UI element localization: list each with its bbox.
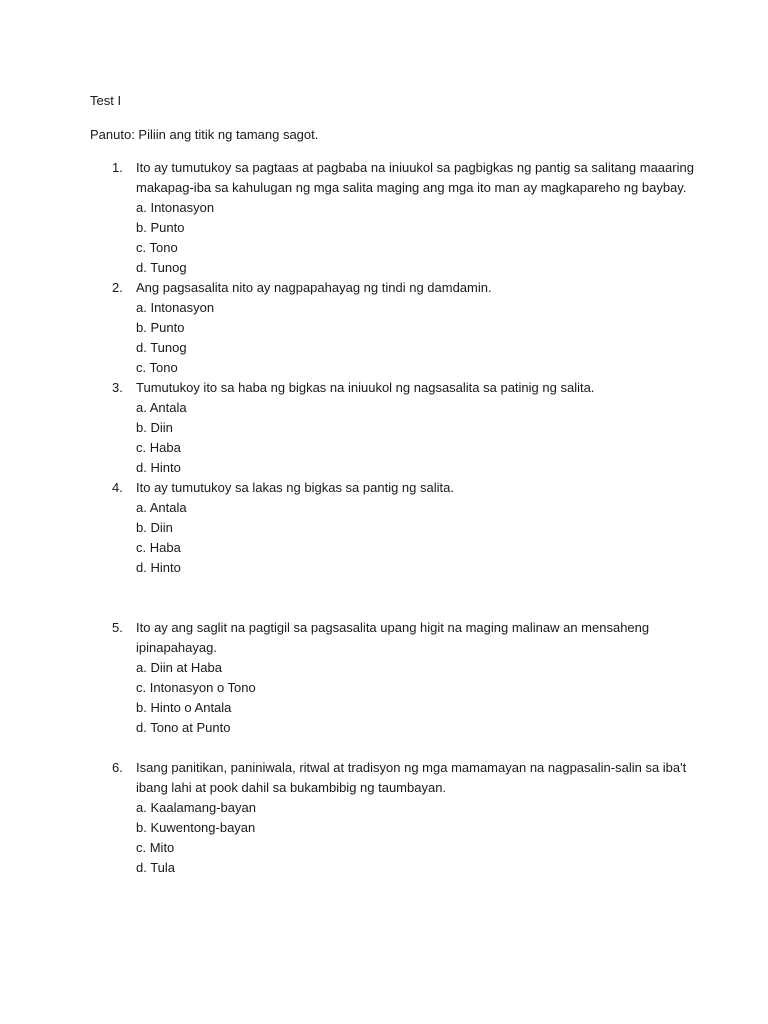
- option: c. Tono: [136, 240, 178, 255]
- option: a. Antala: [136, 400, 187, 415]
- option: b. Punto: [136, 320, 185, 335]
- option: c. Haba: [136, 540, 181, 555]
- option: b. Diin: [136, 420, 173, 435]
- question-text: Ito ay tumutukoy sa lakas ng bigkas sa pantig ng salita.: [136, 480, 454, 495]
- option: b. Hinto o Antala: [136, 700, 232, 715]
- option: a. Antala: [136, 500, 187, 515]
- option: c. Intonasyon o Tono: [136, 680, 256, 695]
- option: b. Diin: [136, 520, 173, 535]
- question-text: makapag-iba sa kahulugan ng mga salita maging ang mga ito man ay magkapareho ng baybay.: [136, 180, 687, 195]
- instructions: Panuto: Piliin ang titik ng tamang sagot.: [90, 127, 319, 142]
- question-number: 3.: [112, 380, 123, 395]
- option: b. Punto: [136, 220, 185, 235]
- option: d. Tono at Punto: [136, 720, 231, 735]
- option: a. Diin at Haba: [136, 660, 222, 675]
- test-title: Test I: [90, 93, 122, 108]
- question-text: ibang lahi at pook dahil sa bukambibig ng taumbayan.: [136, 780, 447, 795]
- option: a. Intonasyon: [136, 300, 215, 315]
- question-text: Ito ay ang saglit na pagtigil sa pagsasalita upang higit na maging malinaw an mensaheng: [136, 620, 650, 635]
- option: d. Tunog: [136, 340, 187, 355]
- question-text: Ito ay tumutukoy sa pagtaas at pagbaba na iniuukol sa pagbigkas ng pantig sa salitang maaaring: [136, 160, 694, 175]
- option: c. Mito: [136, 840, 175, 855]
- option: d. Hinto: [136, 460, 181, 475]
- question-number: 5.: [112, 620, 123, 635]
- option: a. Kaalamang-bayan: [136, 800, 256, 815]
- question-text: ipinapahayag.: [136, 640, 217, 655]
- option: c. Haba: [136, 440, 181, 455]
- option: a. Intonasyon: [136, 200, 215, 215]
- question-number: 4.: [112, 480, 123, 495]
- option: d. Hinto: [136, 560, 181, 575]
- option: c. Tono: [136, 360, 178, 375]
- question-number: 1.: [112, 160, 123, 175]
- question-number: 6.: [112, 760, 123, 775]
- question-number: 2.: [112, 280, 123, 295]
- option: d. Tunog: [136, 260, 187, 275]
- question-text: Ang pagsasalita nito ay nagpapahayag ng tindi ng damdamin.: [136, 280, 492, 295]
- question-text: Isang panitikan, paniniwala, ritwal at tradisyon ng mga mamamayan na nagpasalin-salin sa iba't: [136, 760, 687, 775]
- question-text: Tumutukoy ito sa haba ng bigkas na iniuukol ng nagsasalita sa patinig ng salita.: [136, 380, 595, 395]
- option: d. Tula: [136, 860, 176, 875]
- option: b. Kuwentong-bayan: [136, 820, 256, 835]
